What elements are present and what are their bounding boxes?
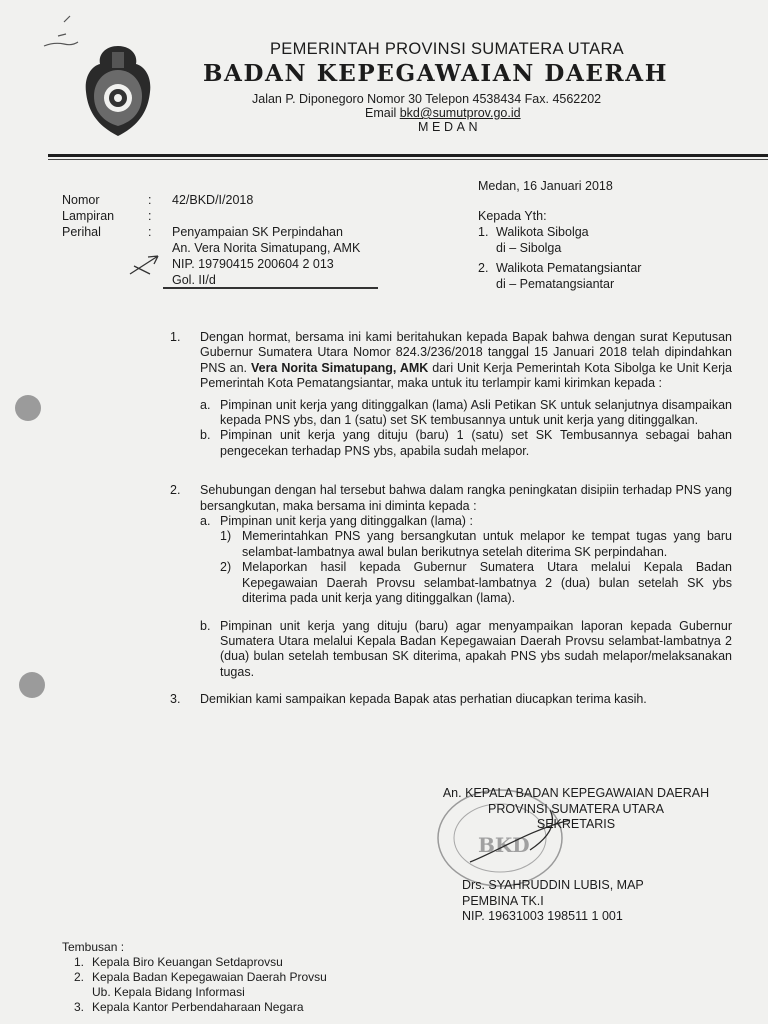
perihal-line: An. Vera Norita Simatupang, AMK: [172, 241, 361, 255]
sub-text: Melaporkan hasil kepada Gubernur Sumatera Utara melalui Kepala Badan Kepegawaian Daerah Provsu selambat-lambatnya 2 (dua) bulan setelah SK ybs diterima pada unit kerja yang ditinggalkan (lama).: [242, 560, 732, 606]
letterhead-email-line: [365, 106, 521, 120]
meta-value: 42/BKD/I/2018: [172, 193, 254, 207]
recipient-number: 2.: [478, 261, 489, 275]
point-number: 1.: [170, 330, 181, 344]
signature-block: [406, 786, 746, 833]
point-text: Demikian kami sampaikan kepada Bapak atas perhatian diucapkan terima kasih.: [200, 692, 647, 707]
recipient-item: [478, 224, 641, 240]
punch-hole-bottom: [19, 672, 45, 698]
meta-label: Lampiran: [62, 209, 115, 223]
signatory-rank: PEMBINA TK.I: [462, 893, 544, 908]
signatory-nip: NIP. 19631003 198511 1 001: [462, 909, 623, 924]
meta-colon: :: [148, 193, 152, 207]
meta-colon: :: [148, 225, 152, 239]
perihal-line: Gol. II/d: [172, 273, 216, 287]
body-point-2b: [200, 619, 732, 681]
perihal-underline: [163, 287, 378, 289]
tembusan-number: 1.: [73, 955, 84, 969]
letter-date: Medan, 16 Januari 2018: [478, 179, 613, 193]
sub-text: Pimpinan unit kerja yang dituju (baru) 1 (satu) set SK Tembusannya sebagai bahan pengecekan terhadap PNS ybs, apabila sudah melapor.: [220, 428, 732, 458]
sub-number: a.: [200, 397, 211, 412]
letterhead-government: PEMERINTAH PROVINSI SUMATERA UTARA: [270, 40, 624, 58]
tembusan-text: Kepala Biro Keuangan Setdaprovsu: [92, 955, 283, 969]
letterhead-rule-thick: [48, 154, 768, 157]
employee-name: Vera Norita Simatupang, AMK: [250, 360, 429, 375]
sub-number: b.: [200, 428, 211, 443]
tembusan-text: Kepala Badan Kepegawaian Daerah Provsu: [92, 970, 327, 984]
meta-colon: :: [148, 209, 152, 223]
recipient-name: Walikota Sibolga: [496, 225, 589, 239]
sub-number: 2): [220, 560, 232, 575]
letterhead-agency: BADAN KEPEGAWAIAN DAERAH: [203, 60, 669, 87]
email-label: Email: [365, 106, 400, 120]
body-point-2a: [200, 514, 732, 529]
point-text-part: dari Unit Kerja Pemerintah Kota Sibolga ke Unit Kerja Pemerintah Kota Pematangsiantar, maka untuk itu terlampir kami kirimkan kepada :: [200, 360, 732, 391]
province-emblem-logo: [78, 40, 158, 140]
body-point-2: [170, 483, 732, 514]
recipient-place: di – Pematangsiantar: [496, 277, 615, 291]
tembusan-number: [62, 985, 92, 1000]
letterhead-address: Jalan P. Diponegoro Nomor 30 Telepon 4538434 Fax. 4562202: [252, 92, 602, 106]
point-text: Sehubungan dengan hal tersebut bahwa dalam rangka peningkatan disipiin terhadap PNS yang bersangkutan, maka bersama ini diminta kepada :: [200, 483, 732, 513]
tembusan-number: 2.: [73, 970, 84, 984]
tembusan-number: 3.: [73, 1000, 84, 1014]
letterhead-city: MEDAN: [418, 120, 482, 134]
recipient-item: [478, 260, 641, 276]
body-point-1a: [200, 398, 732, 429]
meta-lampiran: [62, 208, 422, 224]
body-point-1b: [200, 428, 732, 459]
email-link[interactable]: bkd@sumutprov.go.id: [399, 106, 521, 120]
tembusan-item: [62, 1000, 327, 1015]
recipient-place: di – Sibolga: [496, 241, 562, 255]
point-text: [200, 330, 732, 392]
perihal-line: NIP. 19790415 200604 2 013: [172, 257, 334, 271]
signatory: [462, 878, 644, 925]
sub-text: Pimpinan unit kerja yang ditinggalkan (lama) :: [220, 514, 473, 529]
tembusan-item: [62, 985, 327, 1000]
sub-text: Pimpinan unit kerja yang dituju (baru) agar menyampaikan laporan kepada Gubernur Sumatera Utara melalui Kepala Badan Kepegawaian Daerah Provsu selambat-lambatnya 2 (dua) bulan setelah tembusan SK diterima, apakah PNS ybs sudah melapor/melaksanakan tugas.: [220, 618, 732, 679]
signature-title: PROVINSI SUMATERA UTARA: [488, 801, 664, 816]
sub-number: b.: [200, 618, 211, 633]
signature-position: SEKRETARIS: [536, 817, 616, 832]
point-text-part: Dengan hormat, bersama ini kami beritahukan kepada Bapak bahwa dengan surat Keputusan Gubernur Sumatera Utara Nomor 824.3/236/2018 tanggal 15 Januari 2018 telah dipindahkan PNS an.: [200, 330, 732, 375]
sub-text: Pimpinan unit kerja yang ditinggalkan (lama) Asli Petikan SK untuk selanjutnya disampaikan kepada PNS ybs, dan 1 (satu) set SK tembusannya untuk unit kerja yang ditinggalkan.: [220, 397, 732, 428]
recipient-name: Walikota Pematangsiantar: [496, 261, 642, 275]
tembusan-title: Tembusan :: [62, 940, 125, 954]
signature-title: An. KEPALA BADAN KEPEGAWAIAN DAERAH: [442, 786, 710, 800]
tembusan-item: [62, 970, 327, 985]
signatory-name: Drs. SYAHRUDDIN LUBIS, MAP: [462, 878, 644, 892]
meta-label: Nomor: [62, 193, 100, 207]
meta-label: Perihal: [62, 225, 101, 239]
tembusan-text: Kepala Kantor Perbendaharaan Negara: [92, 1000, 304, 1014]
perihal-line: Penyampaian SK Perpindahan: [172, 225, 343, 239]
recipient-to: Kepada Yth:: [478, 209, 547, 223]
letter-meta: [62, 192, 422, 288]
meta-nomor: [62, 192, 422, 208]
meta-perihal-lines: [172, 224, 422, 288]
body-point-3: [170, 692, 732, 707]
recipient-block: [478, 178, 641, 292]
body-point-1: [170, 330, 732, 392]
letterhead-rule-thin: [48, 159, 768, 160]
handwritten-arrow-mark: [128, 252, 164, 278]
tembusan-item: [62, 955, 327, 970]
sub-number: 1): [220, 529, 232, 544]
tembusan-block: [62, 940, 327, 1015]
sub-text: Memerintahkan PNS yang bersangkutan untuk melapor ke tempat tugas yang baru selambat-lambatnya awal bulan berikutnya setelah diterima SK perpindahan.: [242, 529, 732, 559]
tembusan-text: Ub. Kepala Bidang Informasi: [92, 985, 245, 999]
body-point-2a-1: [220, 529, 732, 560]
recipient-number: 1.: [478, 225, 489, 239]
punch-hole-top: [15, 395, 41, 421]
point-number: 3.: [170, 692, 181, 707]
body-point-2a-2: [220, 560, 732, 606]
meta-value: [172, 208, 422, 224]
meta-perihal: [62, 224, 422, 288]
stamp-text: BKD: [478, 833, 530, 857]
point-number: 2.: [170, 483, 181, 498]
sub-number: a.: [200, 514, 211, 529]
letter-body: [170, 330, 732, 708]
